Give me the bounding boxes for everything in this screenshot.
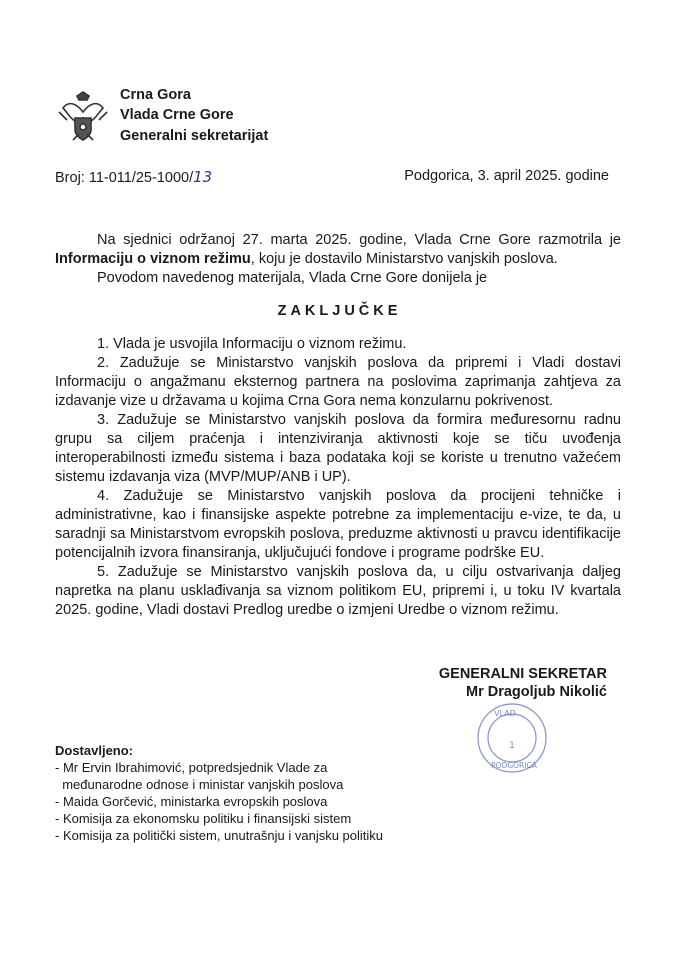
reference-number xyxy=(55,168,212,186)
signature-name: Mr Dragoljub Nikolić xyxy=(466,684,607,700)
reference-label: Broj: 11-011/25-1000/ xyxy=(55,170,194,186)
intro-paragraph xyxy=(55,231,621,269)
signature-title: GENERALNI SEKRETAR xyxy=(438,666,607,682)
conclusion-item: 2. Zadužuje se Ministarstvo vanjskih poslova da pripremi i Vladi dostavi Informaciju o angažmanu eksternog partnera na poslovima zaprimanja zahtjeva za izdavanje vize u državama u kojima Crna Gora nema konzularnu pokrivenost. xyxy=(55,355,621,409)
intro-text-1: Na sjednici održanoj 27. marta 2025. godine, Vlada Crne Gore razmotrila je xyxy=(97,232,621,248)
intro-paragraph-2: Povodom navedenog materijala, Vlada Crne Gore donijela je xyxy=(97,270,488,286)
header-government: Vlada Crne Gore xyxy=(120,107,234,123)
conclusion-item: 1. Vlada je usvojila Informaciju o viznom režimu. xyxy=(97,336,407,352)
distribution-title: Dostavljeno: xyxy=(55,743,134,758)
distribution-item: - Komisija za politički sistem, unutrašnju i vanjsku politiku xyxy=(55,828,384,843)
coat-of-arms-icon xyxy=(55,90,111,146)
stamp-number: 1 xyxy=(509,741,515,751)
distribution-item: - Komisija za ekonomsku politiku i finansijski sistem xyxy=(55,811,352,826)
place-date: Podgorica, 3. april 2025. godine xyxy=(404,168,609,184)
distribution-item: međunarodne odnose i ministar vanjskih poslova xyxy=(55,777,344,792)
reference-handwritten-number: 13 xyxy=(193,168,213,186)
intro-text-2: , koju je dostavilo Ministarstvo vanjskih poslova. xyxy=(250,251,558,267)
intro-bold-title: Informaciju o viznom režimu xyxy=(55,251,251,267)
distribution-list xyxy=(55,742,383,844)
conclusion-item: 5. Zadužuje se Ministarstvo vanjskih poslova da, u cilju ostvarivanja daljeg napretka na planu usklađivanja sa viznom politikom EU, pripremi i, u toku IV kvartala 2025. godine, Vladi dostavi Predlog uredbe o izmjeni Uredbe o viznom režimu. xyxy=(55,564,621,618)
document-title: ZAKLJUČKE xyxy=(277,303,402,319)
signature-block xyxy=(439,665,607,701)
conclusions-list xyxy=(55,335,621,620)
header-secretariat: Generalni sekretarijat xyxy=(120,128,269,144)
stamp-bottom-text: PODGORICA xyxy=(491,761,537,770)
conclusion-item: 3. Zadužuje se Ministarstvo vanjskih poslova da formira međuresornu radnu grupu sa ciljem praćenja i intenziviranja aktivnosti koje se tiču uvođenja interoperabilnosti između sistema i baza podataka koji se koriste u trenutno važećem sistemu izdavanja viza (MVP/MUP/ANB i UP). xyxy=(55,412,621,485)
distribution-item: - Mr Ervin Ibrahimović, potpredsjednik Vlade za xyxy=(55,760,328,775)
official-stamp xyxy=(460,700,565,780)
conclusion-item: 4. Zadužuje se Ministarstvo vanjskih poslova da procijeni tehničke i administrativne, kao i finansijske aspekte potrebne za implementaciju e-vize, te da, u saradnji sa Ministarstvom evropskih poslova, preduzme aktivnosti u pravcu identifikacije potencijalnih izvora finansiranja, uključujući fondove i programe podrške EU. xyxy=(55,488,621,561)
stamp-top-text: VLAD xyxy=(494,709,516,718)
distribution-item: - Maida Gorčević, ministarka evropskih poslova xyxy=(55,794,328,809)
header-country: Crna Gora xyxy=(120,87,191,103)
